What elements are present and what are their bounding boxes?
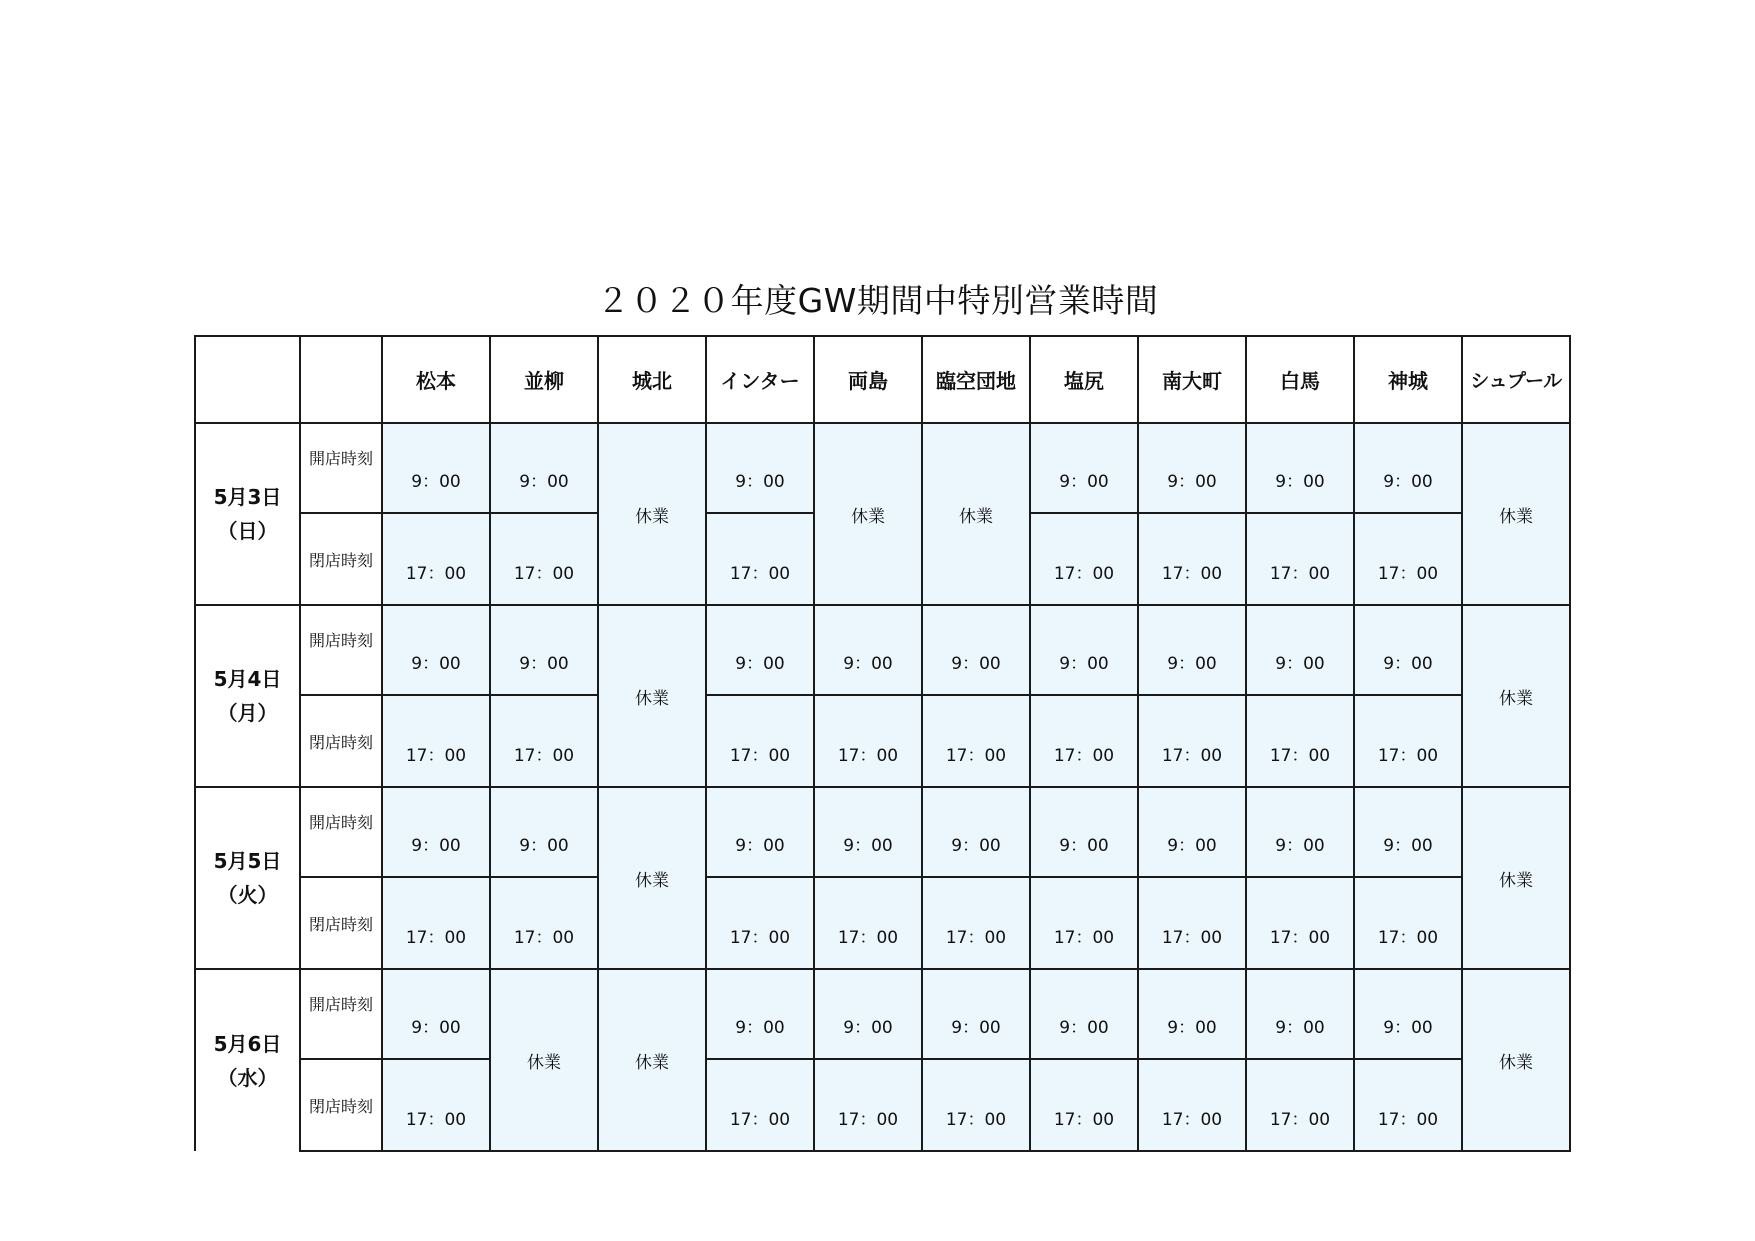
store-header: 並柳 xyxy=(490,336,598,423)
store-header: 城北 xyxy=(598,336,706,423)
closed-cell: 休業 xyxy=(922,423,1030,605)
date-label: 5月3日 xyxy=(213,485,282,509)
time-cell: 9：00 xyxy=(1354,787,1462,877)
time-cell: 9：00 xyxy=(1246,423,1354,513)
open-time-label: 開店時刻 xyxy=(300,605,382,695)
time-cell: 9：00 xyxy=(706,423,814,513)
close-time-label: 閉店時刻 xyxy=(300,877,382,969)
time-cell: 17：00 xyxy=(1030,513,1138,605)
time-cell: 17：00 xyxy=(814,1059,922,1151)
header-row xyxy=(195,336,1570,423)
time-cell: 9：00 xyxy=(1030,787,1138,877)
store-header: シュプール xyxy=(1462,336,1570,423)
time-cell: 17：00 xyxy=(922,1059,1030,1151)
time-cell: 17：00 xyxy=(706,877,814,969)
table-row xyxy=(195,423,1570,513)
time-cell: 17：00 xyxy=(1246,513,1354,605)
closed-cell: 休業 xyxy=(490,969,598,1151)
time-cell: 9：00 xyxy=(1246,787,1354,877)
closed-cell: 休業 xyxy=(1462,787,1570,969)
time-cell: 17：00 xyxy=(382,1059,490,1151)
date-cell xyxy=(195,423,300,605)
time-cell: 17：00 xyxy=(1246,1059,1354,1151)
close-time-label: 閉店時刻 xyxy=(300,695,382,787)
store-header: 南大町 xyxy=(1138,336,1246,423)
time-cell: 17：00 xyxy=(1138,1059,1246,1151)
date-label: 5月6日 xyxy=(213,1031,282,1056)
closed-cell: 休業 xyxy=(1462,423,1570,605)
time-cell: 17：00 xyxy=(706,695,814,787)
time-cell: 9：00 xyxy=(1354,605,1462,695)
table-row xyxy=(195,969,1570,1059)
time-cell: 17：00 xyxy=(1246,877,1354,969)
time-cell: 9：00 xyxy=(922,605,1030,695)
time-cell: 9：00 xyxy=(1030,605,1138,695)
table-row xyxy=(195,605,1570,695)
table-row xyxy=(195,877,1570,969)
time-cell: 9：00 xyxy=(1030,969,1138,1059)
closed-cell: 休業 xyxy=(598,605,706,787)
time-cell: 9：00 xyxy=(814,969,922,1059)
date-label: 5月4日 xyxy=(213,667,282,691)
store-header: 両島 xyxy=(814,336,922,423)
weekday-label: （火） xyxy=(217,883,278,907)
time-cell: 9：00 xyxy=(814,787,922,877)
time-cell: 9：00 xyxy=(1354,969,1462,1059)
time-cell: 9：00 xyxy=(490,423,598,513)
time-cell: 9：00 xyxy=(1030,423,1138,513)
weekday-label: （水） xyxy=(217,1065,278,1090)
time-cell: 17：00 xyxy=(814,695,922,787)
time-cell: 9：00 xyxy=(382,605,490,695)
store-header: 松本 xyxy=(382,336,490,423)
time-cell: 9：00 xyxy=(1138,423,1246,513)
store-header: 臨空団地 xyxy=(922,336,1030,423)
store-header: 神城 xyxy=(1354,336,1462,423)
time-cell: 17：00 xyxy=(1354,1059,1462,1151)
time-cell: 9：00 xyxy=(922,969,1030,1059)
table-row xyxy=(195,787,1570,877)
time-cell: 17：00 xyxy=(490,695,598,787)
time-cell: 17：00 xyxy=(814,877,922,969)
business-hours-table xyxy=(194,335,1571,1152)
time-cell: 9：00 xyxy=(382,423,490,513)
store-header: 塩尻 xyxy=(1030,336,1138,423)
weekday-label: （月） xyxy=(217,701,278,725)
time-cell: 17：00 xyxy=(1354,877,1462,969)
time-cell: 17：00 xyxy=(1030,1059,1138,1151)
table-row xyxy=(195,695,1570,787)
date-cell xyxy=(195,605,300,787)
weekday-label: （日） xyxy=(217,519,278,543)
time-cell: 17：00 xyxy=(1354,513,1462,605)
time-cell: 17：00 xyxy=(382,695,490,787)
time-cell: 17：00 xyxy=(490,877,598,969)
open-time-label: 開店時刻 xyxy=(300,969,382,1059)
time-cell: 9：00 xyxy=(706,787,814,877)
closed-cell: 休業 xyxy=(814,423,922,605)
time-cell: 17：00 xyxy=(922,877,1030,969)
close-time-label: 閉店時刻 xyxy=(300,1059,382,1151)
table-row xyxy=(195,1059,1570,1151)
closed-cell: 休業 xyxy=(1462,969,1570,1151)
time-cell: 9：00 xyxy=(1138,605,1246,695)
time-cell: 17：00 xyxy=(382,877,490,969)
closed-cell: 休業 xyxy=(598,787,706,969)
time-cell: 9：00 xyxy=(490,787,598,877)
time-cell: 9：00 xyxy=(382,969,490,1059)
time-cell: 17：00 xyxy=(1030,695,1138,787)
date-cell xyxy=(195,787,300,969)
open-time-label: 開店時刻 xyxy=(300,423,382,513)
date-label: 5月5日 xyxy=(213,849,282,873)
time-cell: 9：00 xyxy=(490,605,598,695)
time-cell: 17：00 xyxy=(382,513,490,605)
time-cell: 17：00 xyxy=(490,513,598,605)
time-cell: 17：00 xyxy=(1030,877,1138,969)
closed-cell: 休業 xyxy=(1462,605,1570,787)
time-cell: 9：00 xyxy=(1138,969,1246,1059)
time-cell: 9：00 xyxy=(814,605,922,695)
corner-cell xyxy=(300,336,382,423)
time-cell: 9：00 xyxy=(1246,605,1354,695)
time-cell: 17：00 xyxy=(706,513,814,605)
time-cell: 17：00 xyxy=(1354,695,1462,787)
corner-cell xyxy=(195,336,300,423)
time-cell: 17：00 xyxy=(922,695,1030,787)
time-cell: 9：00 xyxy=(706,969,814,1059)
date-cell xyxy=(195,969,300,1151)
page-title: ２０２０年度GW期間中特別営業時間 xyxy=(596,281,1159,320)
time-cell: 9：00 xyxy=(706,605,814,695)
time-cell: 9：00 xyxy=(922,787,1030,877)
closed-cell: 休業 xyxy=(598,423,706,605)
store-header: インター xyxy=(706,336,814,423)
closed-cell: 休業 xyxy=(598,969,706,1151)
open-time-label: 開店時刻 xyxy=(300,787,382,877)
time-cell: 9：00 xyxy=(1354,423,1462,513)
close-time-label: 閉店時刻 xyxy=(300,513,382,605)
time-cell: 9：00 xyxy=(1138,787,1246,877)
time-cell: 9：00 xyxy=(382,787,490,877)
time-cell: 17：00 xyxy=(1246,695,1354,787)
time-cell: 17：00 xyxy=(706,1059,814,1151)
store-header: 白馬 xyxy=(1246,336,1354,423)
time-cell: 17：00 xyxy=(1138,877,1246,969)
time-cell: 17：00 xyxy=(1138,695,1246,787)
time-cell: 9：00 xyxy=(1246,969,1354,1059)
time-cell: 17：00 xyxy=(1138,513,1246,605)
